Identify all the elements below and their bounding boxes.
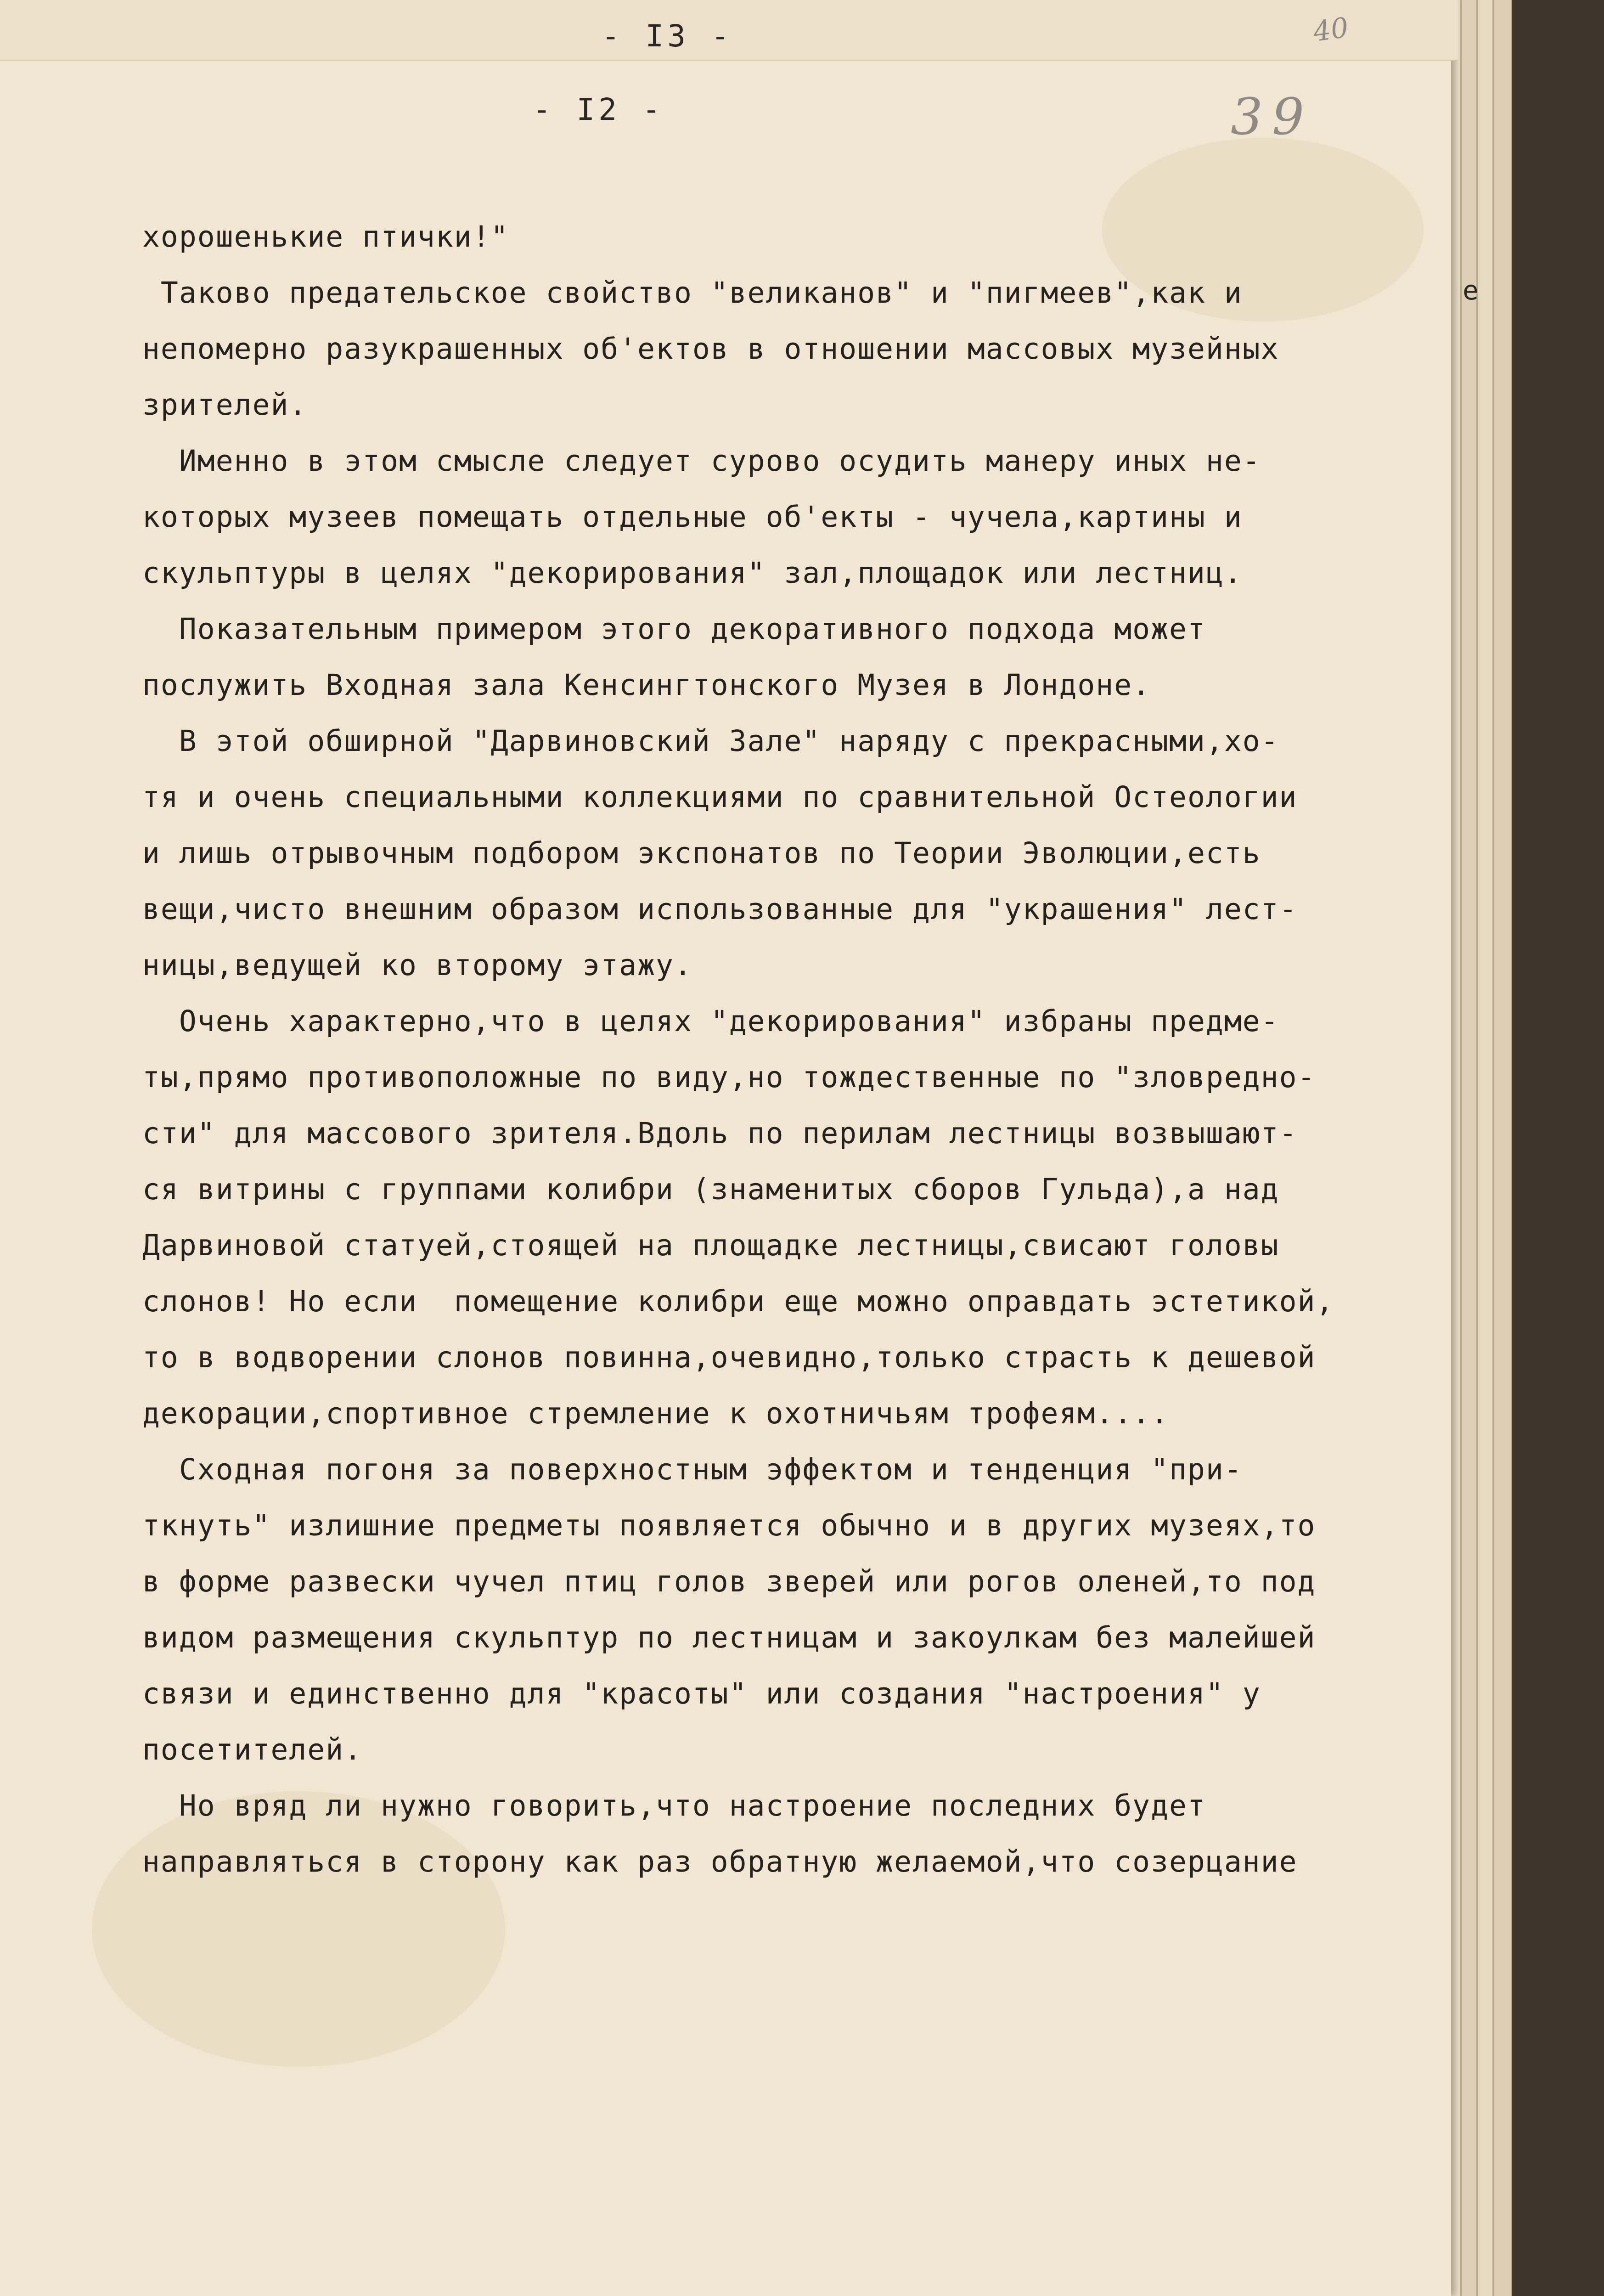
text-line: Очень характерно,что в целях "декорирования" избраны предме- xyxy=(142,1004,1279,1038)
text-line: ты,прямо противоположные по виду,но тождественные по "зловредно- xyxy=(142,1061,1316,1094)
text-line: слонов! Но если помещение колибри еще можно оправдать эстетикой, xyxy=(142,1285,1334,1318)
text-line: непомерно разукрашенных об'ектов в отношении массовых музейных xyxy=(142,332,1279,366)
text-line: видом размещения скульптур по лестницам и закоулкам без малейшей xyxy=(142,1621,1316,1654)
text-line: связи и единственно для "красоты" или создания "настроения" у xyxy=(142,1677,1261,1710)
page-number-top: - I3 - xyxy=(602,18,733,54)
text-line: в форме развески чучел птиц голов зверей или рогов оленей,то под xyxy=(142,1565,1316,1598)
text-line: Таково предательское свойство "великанов" и "пигмеев",как и xyxy=(142,276,1243,310)
text-line: Именно в этом смысле следует сурово осудить манеру иных не- xyxy=(142,444,1261,478)
text-line: вещи,чисто внешним образом использованные для "украшения" лест- xyxy=(142,892,1298,926)
folio-number-top: 40 xyxy=(1311,11,1351,48)
text-line: скульптуры в целях "декорирования" зал,площадок или лестниц. xyxy=(142,556,1243,590)
text-line: ся витрины с группами колибри (знаменитых сборов Гульда),а над xyxy=(142,1173,1279,1206)
text-line: Сходная погоня за поверхностным эффектом и тенденция "при- xyxy=(142,1453,1243,1486)
text-line: декорации,спортивное стремление к охотничьям трофеям.... xyxy=(142,1397,1170,1430)
text-line: Дарвиновой статуей,стоящей на площадке лестницы,свисают головы xyxy=(142,1229,1279,1262)
text-line: Но вряд ли нужно говорить,что настроение последних будет xyxy=(142,1789,1206,1822)
page-number: - I2 - xyxy=(533,92,664,127)
text-line: ницы,ведущей ко второму этажу. xyxy=(142,948,692,982)
text-line: посетителей. xyxy=(142,1733,363,1766)
text-line: хорошенькие птички!" xyxy=(142,220,509,254)
body-text xyxy=(142,209,1442,1890)
text-line: В этой обширной "Дарвиновский Зале" наряду с прекрасными,хо- xyxy=(142,724,1279,758)
text-line: сти" для массового зрителя.Вдоль по перилам лестницы возвышают- xyxy=(142,1117,1298,1150)
text-line: Показательным примером этого декоративного подхода может xyxy=(142,612,1206,646)
margin-letter: е xyxy=(1463,275,1479,306)
text-line: и лишь отрывочным подбором экспонатов по Теории Эволюции,есть xyxy=(142,836,1261,870)
text-line: направляться в сторону как раз обратную желаемой,что созерцание xyxy=(142,1845,1298,1879)
text-line: которых музеев помещать отдельные об'екты - чучела,картины и xyxy=(142,500,1243,534)
text-line: послужить Входная зала Кенсингтонского Музея в Лондоне. xyxy=(142,668,1151,702)
folio-number: 39 xyxy=(1231,87,1313,146)
text-line: тя и очень специальными коллекциями по сравнительной Остеологии xyxy=(142,780,1298,814)
text-line: зрителей. xyxy=(142,388,308,422)
text-line: ткнуть" излишние предметы появляется обычно и в других музеях,то xyxy=(142,1509,1316,1542)
text-line: то в водворении слонов повинна,очевидно,только страсть к дешевой xyxy=(142,1341,1316,1374)
